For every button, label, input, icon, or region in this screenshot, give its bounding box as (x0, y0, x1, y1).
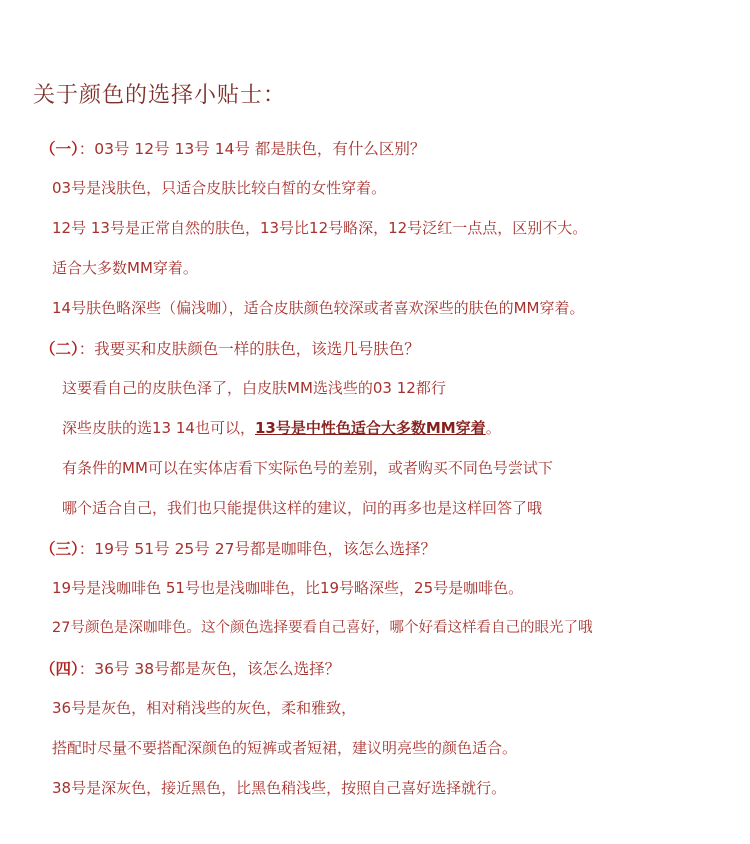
section-1-line-4: 14号肤色略深些（偏浅咖），适合皮肤颜色较深或者喜欢深些的肤色的MM穿着。 (52, 299, 585, 317)
section-2-emphasis-tail: 。 (485, 419, 501, 437)
section-2-line-3: 有条件的MM可以在实体店看下实际色号的差别，或者购买不同色号尝试下 (62, 459, 553, 477)
section-1-question: ：03号 12号 13号 14号 都是肤色，有什么区别？ (78, 140, 426, 158)
section-1-line-1: 03号是浅肤色，只适合皮肤比较白皙的女性穿着。 (52, 179, 387, 197)
section-2-line-1: 这要看自己的皮肤色泽了，白皮肤MM选浅些的03 12都行 (62, 379, 446, 397)
section-2-heading (40, 339, 420, 359)
section-2-line-4: 哪个适合自己，我们也只能提供这样的建议，问的再多也是这样回答了哦 (62, 499, 543, 517)
section-3-line-2: 27号颜色是深咖啡色。这个颜色选择要看自己喜好，哪个好看这样看自己的眼光了哦 (52, 620, 593, 636)
section-2-line-2-text: 深些皮肤的选13 14也可以， (62, 419, 255, 437)
page-title: 关于颜色的选择小贴士： (33, 83, 287, 108)
section-2-line-2 (62, 418, 501, 438)
section-2-number: （二） (40, 340, 79, 358)
section-1-line-3: 适合大多数MM穿着。 (52, 259, 198, 277)
section-3-heading (40, 539, 436, 559)
section-1-line-2: 12号 13号是正常自然的肤色，13号比12号略深，12号泛红一点点，区别不大。 (52, 219, 588, 237)
section-1-number: （一） (40, 140, 79, 158)
section-4-line-3: 38号是深灰色，接近黑色，比黑色稍浅些，按照自己喜好选择就行。 (52, 779, 507, 797)
section-4-line-2: 搭配时尽量不要搭配深颜色的短裤或者短裙，建议明亮些的颜色适合。 (52, 739, 518, 757)
section-4-line-1: 36号是灰色，相对稍浅些的灰色，柔和雅致， (52, 699, 357, 717)
section-4-heading (40, 659, 340, 679)
section-3-line-1: 19号是浅咖啡色 51号也是浅咖啡色，比19号略深些，25号是咖啡色。 (52, 579, 524, 597)
section-3-number: （三） (40, 540, 79, 558)
section-2-question: ：我要买和皮肤颜色一样的肤色，该选几号肤色？ (78, 340, 420, 358)
section-4-number: （四） (40, 660, 79, 678)
section-1-heading (40, 139, 425, 159)
section-4-question: ：36号 38号都是灰色，该怎么选择？ (78, 660, 341, 678)
section-3-question: ：19号 51号 25号 27号都是咖啡色，该怎么选择？ (78, 540, 436, 558)
section-2-emphasis: 13号是中性色适合大多数MM穿着 (254, 419, 486, 437)
